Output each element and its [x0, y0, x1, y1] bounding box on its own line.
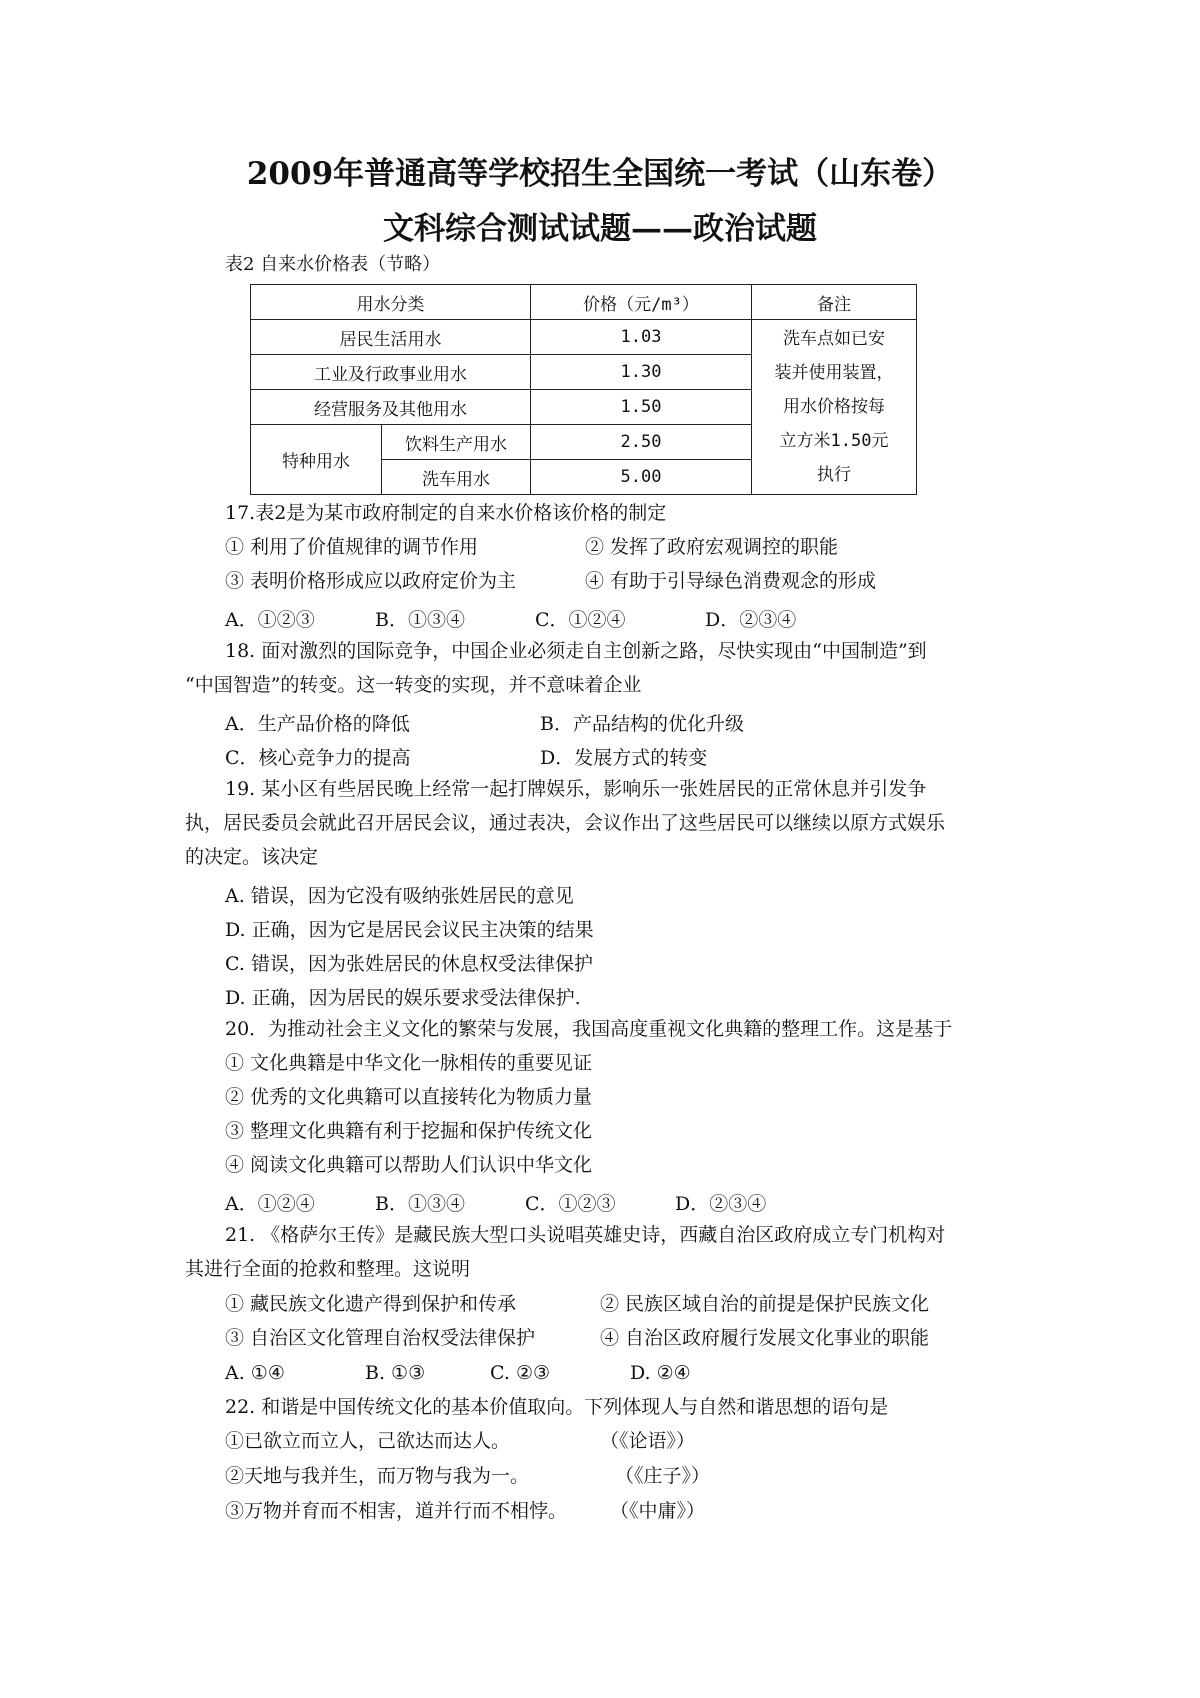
q19-option-a: A. 错误，因为它没有吸纳张姓居民的意见 [225, 885, 574, 907]
q21-stem-line-1: 21. 《格萨尔王传》是藏民族大型口头说唱英雄史诗，西藏自治区政府成立专门机构对 [225, 1224, 946, 1246]
note-line: 执行 [817, 465, 851, 485]
exam-subtitle: 文科综合测试试题——政治试题 [383, 211, 817, 247]
q19-stem-line-2: 执，居民委员会就此召开居民会议，通过表决，会议作出了这些居民可以继续以原方式娱乐 [185, 812, 946, 834]
header-price: 价格（元/m³） [531, 285, 752, 320]
q22-source-3: （《中庸》） [610, 1500, 706, 1522]
q17-option-c: C．①②④ [535, 609, 626, 631]
category-cell: 工业及行政事业用水 [251, 355, 531, 390]
price-cell: 2.50 [531, 425, 752, 460]
price-cell: 1.30 [531, 355, 752, 390]
q21-option-b: B. ①③ [365, 1362, 426, 1384]
q17-statement-2: ② 发挥了政府宏观调控的职能 [585, 536, 839, 558]
q20-option-c: C．①②③ [525, 1193, 616, 1215]
price-cell: 5.00 [531, 460, 752, 495]
q18-option-d: D．发展方式的转变 [540, 747, 708, 769]
table-row [251, 320, 917, 355]
q20-statement-3: ③ 整理文化典籍有利于挖掘和保护传统文化 [225, 1120, 593, 1142]
q21-option-a: A. ①④ [225, 1362, 285, 1384]
q19-option-c: C. 错误，因为张姓居民的休息权受法律保护 [225, 953, 593, 975]
table-caption: 表2 自来水价格表（节略） [225, 254, 441, 275]
header-note: 备注 [752, 285, 917, 320]
note-cell [752, 320, 917, 495]
group-cell: 特种用水 [251, 425, 382, 495]
q20-option-d: D．②③④ [675, 1193, 767, 1215]
header-category: 用水分类 [251, 285, 531, 320]
q20-stem: 20．为推动社会主义文化的繁荣与发展，我国高度重视文化典籍的整理工作。这是基于 [225, 1018, 953, 1040]
q21-statement-2: ② 民族区域自治的前提是保护民族文化 [600, 1293, 930, 1315]
q21-statement-3: ③ 自治区文化管理自治权受法律保护 [225, 1327, 536, 1349]
q17-statement-4: ④ 有助于引导绿色消费观念的形成 [585, 570, 877, 592]
q20-option-a: A．①②④ [225, 1193, 315, 1215]
q20-option-b: B．①③④ [375, 1193, 465, 1215]
category-cell: 居民生活用水 [251, 320, 531, 355]
q21-statement-1: ① 藏民族文化遗产得到保护和传承 [225, 1293, 517, 1315]
q22-stem: 22. 和谐是中国传统文化的基本价值取向。下列体现人与自然和谐思想的语句是 [225, 1396, 889, 1418]
q22-quote-2: ②天地与我并生，而万物与我为一。 [225, 1465, 530, 1487]
q22-source-1: （《论语》） [600, 1430, 696, 1452]
q17-option-b: B．①③④ [375, 609, 465, 631]
category-cell: 洗车用水 [382, 460, 531, 495]
q20-statement-2: ② 优秀的文化典籍可以直接转化为物质力量 [225, 1086, 593, 1108]
note-line: 立方米1.50元 [779, 431, 889, 451]
q21-statement-4: ④ 自治区政府履行发展文化事业的职能 [600, 1327, 930, 1349]
q19-option-d: D. 正确，因为居民的娱乐要求受法律保护. [225, 987, 581, 1009]
q20-statement-4: ④ 阅读文化典籍可以帮助人们认识中华文化 [225, 1154, 593, 1176]
category-cell: 经营服务及其他用水 [251, 390, 531, 425]
q18-option-c: C．核心竞争力的提高 [225, 747, 411, 769]
note-line: 装并使用装置， [774, 363, 894, 383]
q18-stem-line-1: 18. 面对激烈的国际竞争，中国企业必须走自主创新之路，尽快实现由“中国制造”到 [225, 640, 927, 662]
note-line: 洗车点如已安 [783, 329, 885, 349]
q18-option-a: A．生产品价格的降低 [225, 713, 410, 735]
q17-statement-3: ③ 表明价格形成应以政府定价为主 [225, 570, 517, 592]
q22-quote-3: ③万物并育而不相害，道并行而不相悖。 [225, 1500, 568, 1522]
exam-title: 2009年普通高等学校招生全国统一考试（山东卷） [246, 156, 954, 192]
q20-statement-1: ① 文化典籍是中华文化一脉相传的重要见证 [225, 1052, 593, 1074]
q17-option-d: D．②③④ [705, 609, 797, 631]
q22-source-2: （《庄子》） [615, 1465, 711, 1487]
price-cell: 1.50 [531, 390, 752, 425]
water-price-table [250, 284, 917, 495]
q19-stem-line-3: 的决定。该决定 [185, 846, 319, 868]
q22-quote-1: ①已欲立而立人，己欲达而达人。 [225, 1430, 511, 1452]
q18-option-b: B．产品结构的优化升级 [540, 713, 744, 735]
q19-stem-line-1: 19. 某小区有些居民晚上经常一起打牌娱乐，影响乐一张姓居民的正常休息并引发争 [225, 778, 927, 800]
q17-statement-1: ① 利用了价值规律的调节作用 [225, 536, 479, 558]
category-cell: 饮料生产用水 [382, 425, 531, 460]
price-cell: 1.03 [531, 320, 752, 355]
q17-option-a: A．①②③ [225, 609, 315, 631]
q18-stem-line-2: “中国智造”的转变。这一转变的实现，并不意味着企业 [185, 674, 642, 696]
q17-stem: 17.表2是为某市政府制定的自来水价格该价格的制定 [225, 502, 667, 524]
q21-stem-line-2: 其进行全面的抢救和整理。这说明 [185, 1258, 471, 1280]
table-header-row [251, 285, 917, 320]
q19-option-b: D. 正确，因为它是居民会议民主决策的结果 [225, 919, 594, 941]
note-line: 用水价格按每 [783, 397, 885, 417]
q21-option-d: D. ②④ [630, 1362, 691, 1384]
q21-option-c: C. ②③ [490, 1362, 551, 1384]
